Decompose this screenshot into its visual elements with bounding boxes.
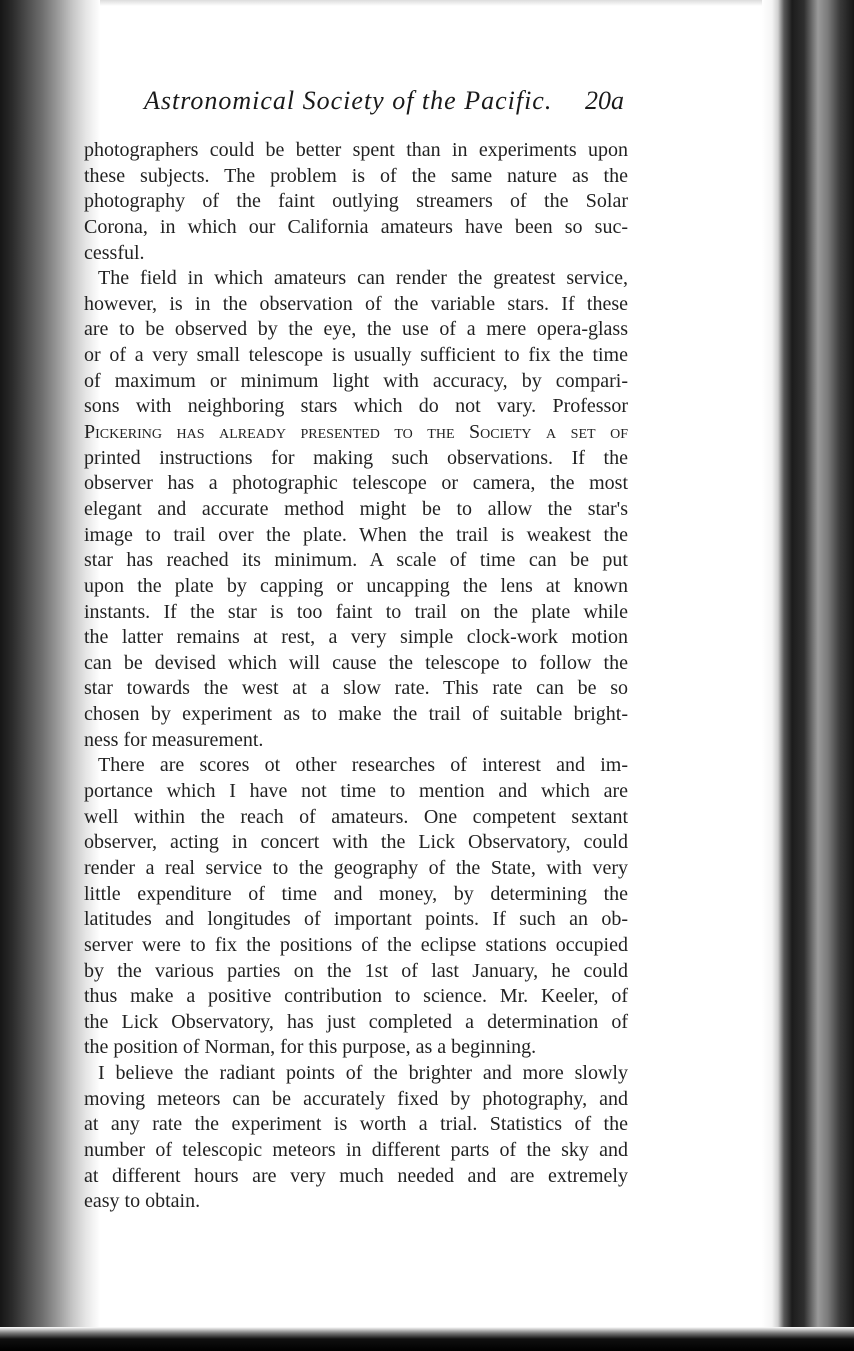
running-header — [84, 86, 630, 126]
text-line: latitudes and longitudes of important points. If such an ob- — [84, 908, 628, 931]
text-line: well within the reach of amateurs. One competent sextant — [84, 805, 628, 828]
text-line: the Lick Observatory, has just completed a determination of — [84, 1010, 628, 1033]
text-line: thus make a positive contribution to science. Mr. Keeler, of — [84, 985, 628, 1008]
scan-top-edge — [100, 0, 762, 6]
text-line: observer has a photographic telescope or camera, the most — [84, 472, 628, 495]
text-line: photographers could be better spent than in experiments upon — [84, 139, 628, 161]
scan-page-edge — [762, 0, 854, 1351]
text-line: Corona, in which our California amateurs have been so suc- — [84, 215, 628, 238]
text-line: chosen by experiment as to make the trail of suitable bright- — [84, 703, 628, 726]
text-line: can be devised which will cause the telescope to follow the — [84, 651, 628, 674]
text-line: Pickering has already presented to the Society a set of — [84, 421, 628, 444]
text-line: image to trail over the plate. When the trail is weakest the — [84, 523, 628, 546]
text-line: star towards the west at a slow rate. This rate can be so — [84, 677, 628, 700]
paragraph — [84, 1061, 628, 1215]
running-title: Astronomical Society of the Pacific. — [144, 86, 553, 115]
text-line: elegant and accurate method might be to allow the star's — [84, 497, 628, 520]
text-line: or of a very small telescope is usually sufficient to fix the time — [84, 344, 628, 367]
text-line: photography of the faint outlying streamers of the Solar — [84, 190, 628, 213]
text-line: portance which I have not time to mention and which are — [84, 780, 628, 803]
text-line: upon the plate by capping or uncapping the lens at known — [84, 574, 628, 597]
scan-bottom-edge — [0, 1327, 854, 1351]
text-line: render a real service to the geography of the State, with very — [84, 856, 628, 879]
text-line: instants. If the star is too faint to trail on the plate while — [84, 600, 628, 623]
text-line: printed instructions for making such observations. If the — [84, 446, 628, 469]
text-line: ness for measurement. — [84, 728, 264, 751]
text-line: The field in which amateurs can render the greatest service, — [98, 267, 628, 290]
text-line: observer, acting in concert with the Lick Observatory, could — [84, 831, 628, 854]
text-line: at any rate the experiment is worth a trial. Statistics of the — [84, 1113, 628, 1136]
text-line: of maximum or minimum light with accuracy, by compari- — [84, 369, 628, 392]
page-number: 20a — [585, 86, 624, 115]
text-line: these subjects. The problem is of the same nature as the — [84, 164, 628, 187]
text-line: I believe the radiant points of the brighter and more slowly — [98, 1062, 628, 1085]
text-line: the latter remains at rest, a very simple clock-work motion — [84, 626, 628, 649]
text-line: number of telescopic meteors in different parts of the sky and — [84, 1138, 628, 1161]
text-line: sons with neighboring stars which do not vary. Professor — [84, 395, 628, 418]
text-line: star has reached its minimum. A scale of time can be put — [84, 549, 628, 572]
text-line: the position of Norman, for this purpose, as a beginning. — [84, 1036, 537, 1059]
text-line: easy to obtain. — [84, 1190, 201, 1213]
body-text — [84, 138, 628, 1215]
text-line: moving meteors can be accurately fixed by photography, and — [84, 1087, 628, 1110]
paragraph — [84, 138, 628, 266]
text-line: cessful. — [84, 241, 145, 264]
text-line: little expenditure of time and money, by determining the — [84, 882, 628, 905]
text-line: by the various parties on the 1st of last January, he could — [84, 959, 628, 982]
text-line: are to be observed by the eye, the use of a mere opera-glass — [84, 318, 628, 341]
paragraph — [84, 266, 628, 753]
text-line: however, is in the observation of the variable stars. If these — [84, 292, 628, 315]
text-line: at different hours are very much needed and are extremely — [84, 1164, 628, 1187]
text-line: server were to fix the positions of the eclipse stations occupied — [84, 933, 628, 956]
text-line: There are scores ot other researches of interest and im- — [98, 754, 628, 777]
paragraph — [84, 753, 628, 1061]
